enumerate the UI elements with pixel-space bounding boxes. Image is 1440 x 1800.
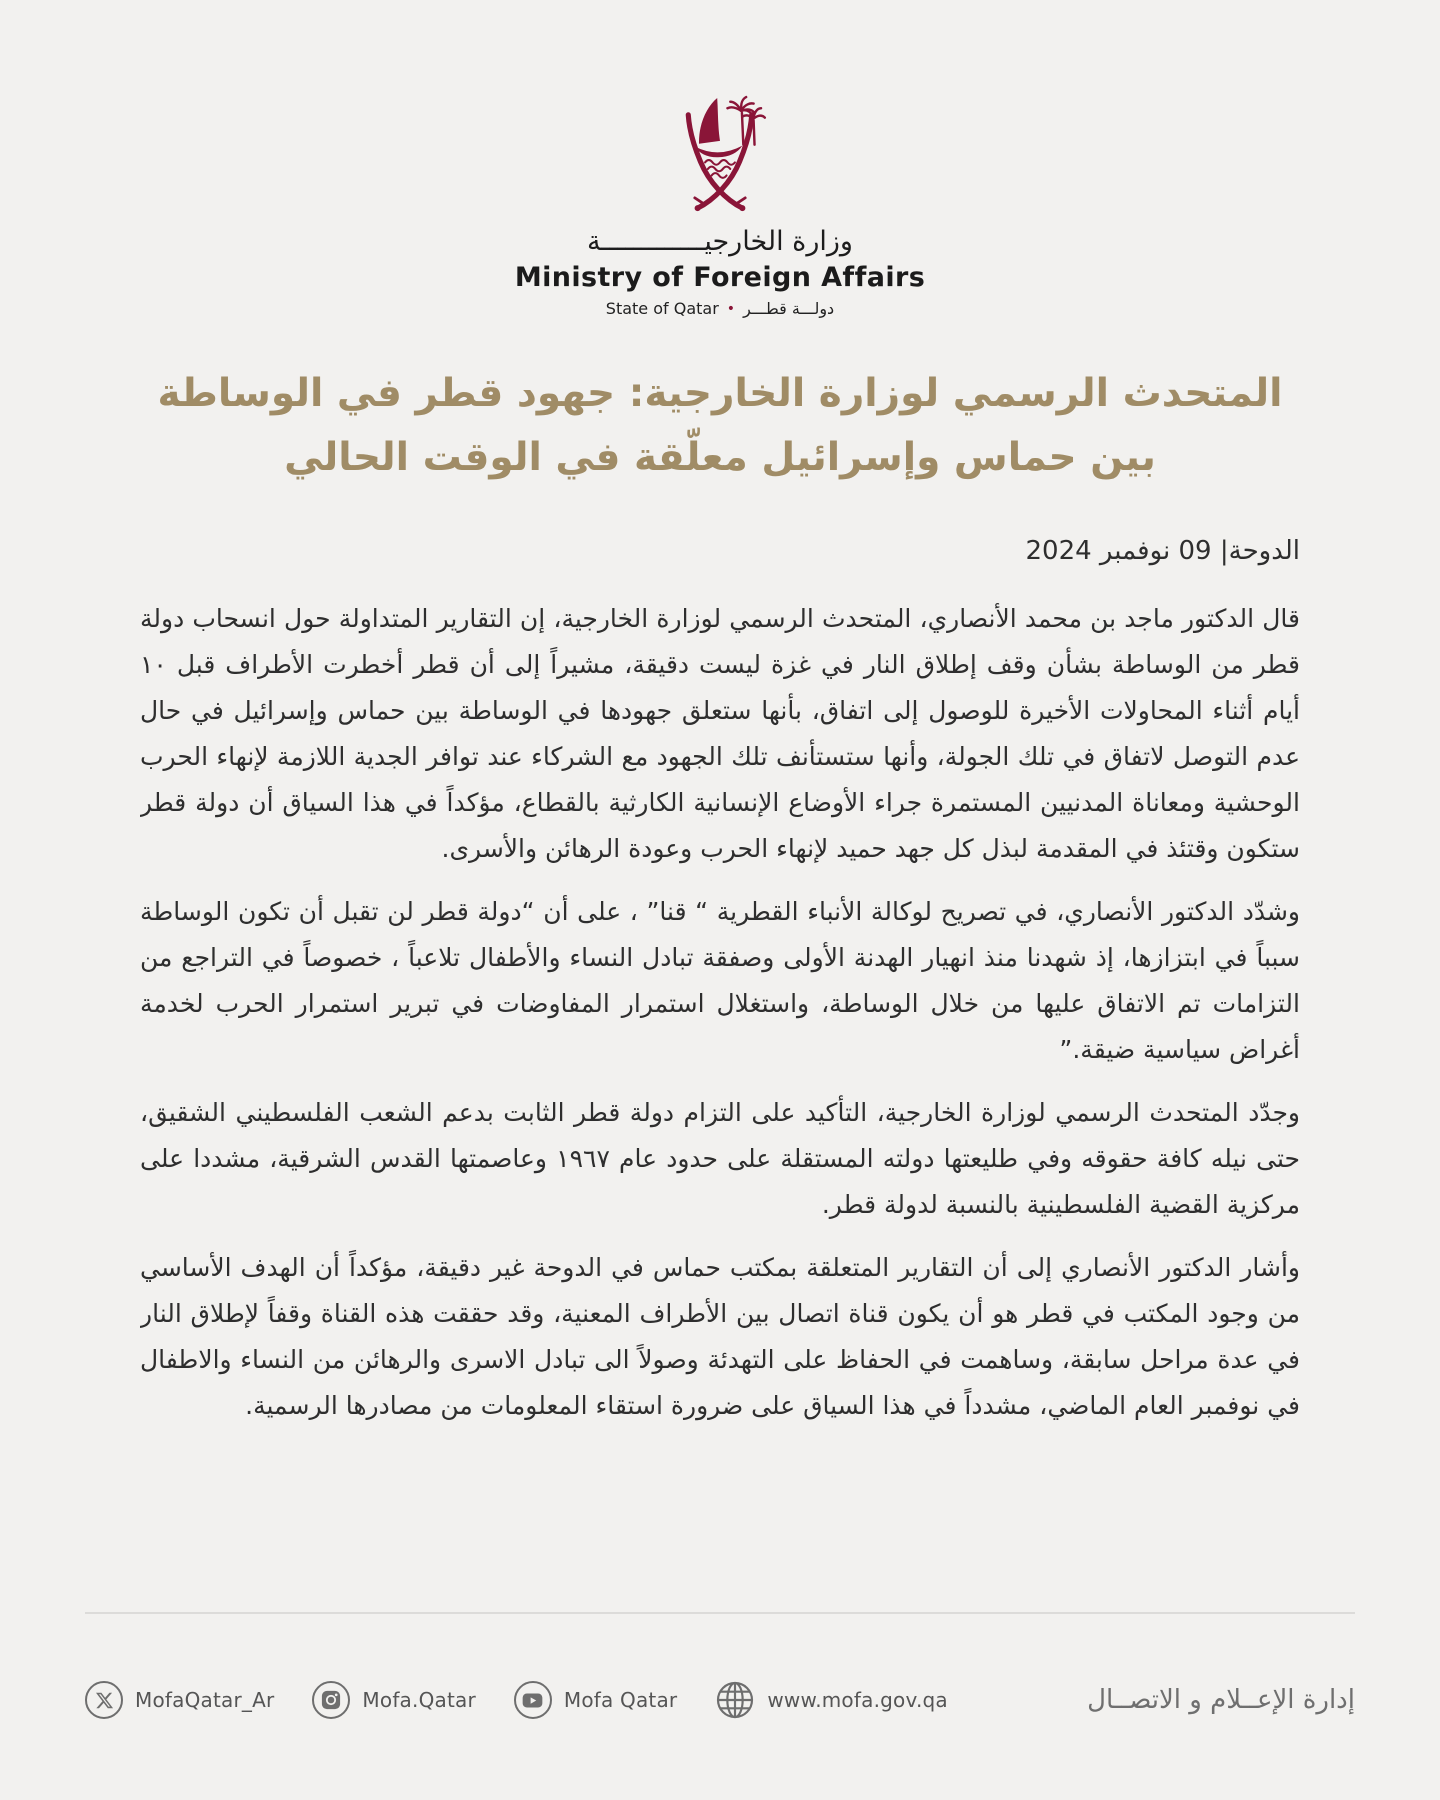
instagram-icon	[312, 1681, 350, 1719]
ministry-name-arabic: وزارة الخارجيـــــــــــــة	[587, 226, 853, 257]
state-of-qatar-line	[606, 299, 834, 318]
qatar-mofa-emblem-icon	[664, 92, 776, 216]
x-icon	[85, 1681, 123, 1719]
x-link[interactable]	[85, 1681, 274, 1719]
separator-dot-icon: •	[726, 300, 736, 317]
body-paragraph: قال الدكتور ماجد بن محمد الأنصاري، المتحدث الرسمي لوزارة الخارجية، إن التقارير المتداولة حول انسحاب دولة قطر من الوساطة بشأن وقف إطلاق النار في غزة ليست دقيقة، مشيراً إلى أن قطر أخطرت الأطراف قبل ١٠ أيام أثناء المحاولات الأخيرة للوصول إلى اتفاق، بأنها ستعلق جهودها في الوساطة بين حماس وإسرائيل في حال عدم التوصل لاتفاق في تلك الجولة، وأنها ستستأنف تلك الجهود مع الشركاء عند توافر الجدية اللازمة لإنهاء الحرب الوحشية ومعاناة المدنيين المستمرة جراء الأوضاع الإنسانية الكارثية بالقطاع، مؤكداً في هذا السياق أن دولة قطر ستكون وقتئذ في المقدمة لبذل كل جهد حميد لإنهاء الحرب وعودة الرهائن والأسرى.	[140, 604, 1300, 863]
youtube-icon	[514, 1681, 552, 1719]
dateline: الدوحة| 09 نوفمبر 2024	[1025, 536, 1300, 566]
instagram-link[interactable]	[312, 1681, 475, 1719]
state-of-qatar-english: State of Qatar	[605, 299, 719, 319]
title-line-1: المتحدث الرسمي لوزارة الخارجية: جهود قطر في الوساطة	[157, 371, 1283, 416]
state-of-qatar-arabic: دولـــة قطـــر	[743, 299, 835, 319]
header	[0, 92, 1440, 318]
ministry-name-english: Ministry of Foreign Affairs	[514, 262, 926, 294]
footer	[85, 1664, 1355, 1736]
website-link[interactable]	[715, 1680, 948, 1720]
body-paragraph: وشدّد الدكتور الأنصاري، في تصريح لوكالة الأنباء القطرية “ قنا” ، على أن “دولة قطر لن تقبل أن تكون الوساطة سبباً في ابتزازها، إذ شهدنا منذ انهيار الهدنة الأولى وصفقة تبادل النساء والأطفال تلاعباً ، خصوصاً في التراجع من التزامات تم الاتفاق عليها من خلال الوساطة، واستغلال استمرار المفاوضات في تبرير استمرار الحرب لخدمة أغراض سياسية ضيقة.”	[140, 897, 1300, 1064]
youtube-handle: Mofa Qatar	[563, 1688, 678, 1712]
footer-divider	[85, 1612, 1355, 1614]
body-paragraph: وجدّد المتحدث الرسمي لوزارة الخارجية، التأكيد على التزام دولة قطر الثابت بدعم الشعب الفلسطيني الشقيق، حتى نيله كافة حقوقه وفي طليعتها دولته المستقلة على حدود عام ١٩٦٧ وعاصمتها القدس الشرقية، مشددا على مركزية القضية الفلسطينية بالنسبة لدولة قطر.	[140, 1098, 1300, 1219]
x-handle: MofaQatar_Ar	[135, 1688, 275, 1712]
article-body	[140, 596, 1300, 1429]
media-department-label: إدارة الإعــلام و الاتصــال	[1087, 1685, 1355, 1715]
social-links	[85, 1680, 948, 1720]
globe-icon	[715, 1680, 755, 1720]
title-line-2: بين حماس وإسرائيل معلّقة في الوقت الحالي	[284, 435, 1156, 480]
website-url: www.mofa.gov.qa	[767, 1688, 948, 1712]
press-release-title	[140, 362, 1300, 490]
press-release-article	[140, 352, 1300, 1608]
body-paragraph: وأشار الدكتور الأنصاري إلى أن التقارير المتعلقة بمكتب حماس في الدوحة غير دقيقة، مؤكداً أن الهدف الأساسي من وجود المكتب في قطر هو أن يكون قناة اتصال بين الأطراف المعنية، وقد حققت هذه القناة وقفاً لإطلاق النار في عدة مراحل سابقة، وساهمت في الحفاظ على التهدئة وصولاً الى تبادل الاسرى والرهائن من النساء والاطفال في نوفمبر العام الماضي، مشدداً في هذا السياق على ضرورة استقاء المعلومات من مصادرها الرسمية.	[140, 1253, 1300, 1420]
youtube-link[interactable]	[514, 1681, 677, 1719]
instagram-handle: Mofa.Qatar	[362, 1688, 476, 1712]
